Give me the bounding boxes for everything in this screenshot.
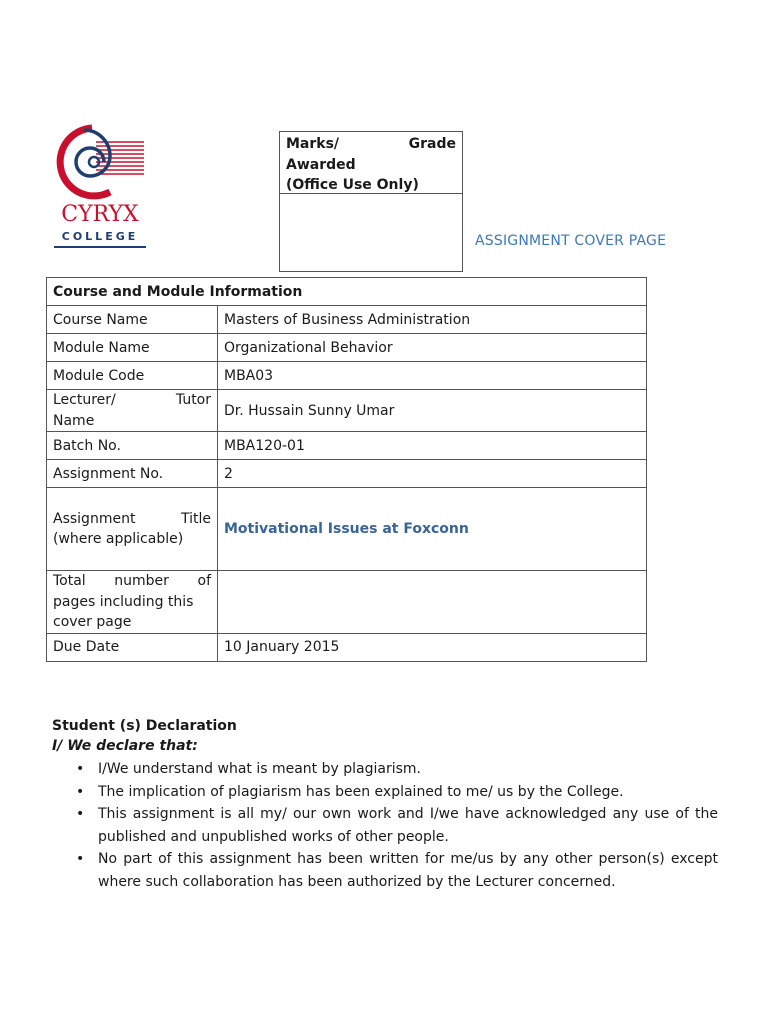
label-part: Title	[180, 510, 211, 527]
logo-subtitle: COLLEGE	[54, 230, 146, 248]
table-heading: Course and Module Information	[47, 278, 647, 306]
declaration-text: I/We understand what is meant by plagiarism.	[98, 761, 421, 777]
office-use-label: (Office Use Only)	[286, 177, 419, 193]
bullet-icon: •	[76, 761, 85, 777]
label-part: Total	[53, 573, 86, 589]
list-item	[52, 848, 718, 893]
list-item	[52, 781, 718, 804]
row-label-assignment-no: Assignment No.	[47, 460, 218, 488]
course-module-table	[46, 277, 647, 662]
row-value-module-name: Organizational Behavior	[218, 334, 647, 362]
row-value-assignment-no: 2	[218, 460, 647, 488]
label-part: number	[114, 573, 169, 589]
row-value-due-date: 10 January 2015	[218, 633, 647, 661]
college-logo	[52, 124, 148, 250]
row-value-course-name: Masters of Business Administration	[218, 306, 647, 334]
declaration-text: The implication of plagiarism has been explained to me/ us by the College.	[98, 783, 624, 800]
swirl-emblem-icon	[52, 124, 148, 204]
row-label-batch-no: Batch No.	[47, 432, 218, 460]
table-row	[47, 571, 647, 634]
label-part: Name	[53, 412, 95, 429]
logo-wordmark: CYRYX	[61, 202, 139, 227]
list-item	[52, 803, 718, 848]
declaration-heading: Student (s) Declaration	[52, 718, 237, 734]
row-label-due-date: Due Date	[47, 633, 218, 661]
table-row	[47, 334, 647, 362]
marks-box-header	[280, 132, 462, 194]
table-header-row	[47, 278, 647, 306]
row-label-total-pages	[47, 571, 218, 634]
table-row	[47, 390, 647, 432]
declaration-subheading: I/ We declare that:	[52, 738, 198, 754]
bullet-icon: •	[76, 806, 85, 822]
bullet-icon: •	[76, 783, 85, 800]
bullet-icon: •	[76, 851, 85, 867]
row-label-lecturer	[47, 390, 218, 432]
declaration-list	[52, 758, 718, 893]
table-row	[47, 488, 647, 571]
awarded-label: Awarded	[286, 156, 356, 173]
label-part: of	[197, 573, 211, 589]
marks-label: Marks/	[286, 136, 340, 152]
row-value-batch-no: MBA120-01	[218, 432, 647, 460]
label-part: pages including this	[53, 593, 194, 610]
label-part: cover page	[53, 614, 132, 630]
label-part: Lecturer/	[53, 392, 116, 408]
table-row	[47, 362, 647, 390]
row-label-module-name: Module Name	[47, 334, 218, 362]
student-declaration	[52, 716, 718, 893]
table-row	[47, 460, 647, 488]
row-value-total-pages	[218, 571, 647, 634]
row-label-assignment-title	[47, 488, 218, 571]
row-label-module-code: Module Code	[47, 362, 218, 390]
list-item	[52, 758, 718, 781]
label-part: Tutor	[175, 392, 211, 408]
assignment-title: Motivational Issues at Foxconn	[224, 521, 469, 537]
page-title: ASSIGNMENT COVER PAGE	[475, 233, 667, 249]
declaration-text: This assignment is all my/ our own work and I/we have acknowledged any use of the published and unpublished works of other people.	[98, 806, 718, 845]
label-part: (where applicable)	[53, 531, 184, 547]
row-value-module-code: MBA03	[218, 362, 647, 390]
label-part: Assignment	[53, 510, 136, 527]
row-value-lecturer: Dr. Hussain Sunny Umar	[218, 390, 647, 432]
marks-box	[279, 131, 463, 272]
table-row	[47, 432, 647, 460]
grade-label: Grade	[408, 136, 456, 152]
declaration-text: No part of this assignment has been written for me/us by any other person(s) except where such collaboration has been authorized by the Lecturer concerned.	[98, 851, 718, 890]
table-row	[47, 633, 647, 661]
row-value-assignment-title	[218, 488, 647, 571]
row-label-course-name: Course Name	[47, 306, 218, 334]
table-row	[47, 306, 647, 334]
